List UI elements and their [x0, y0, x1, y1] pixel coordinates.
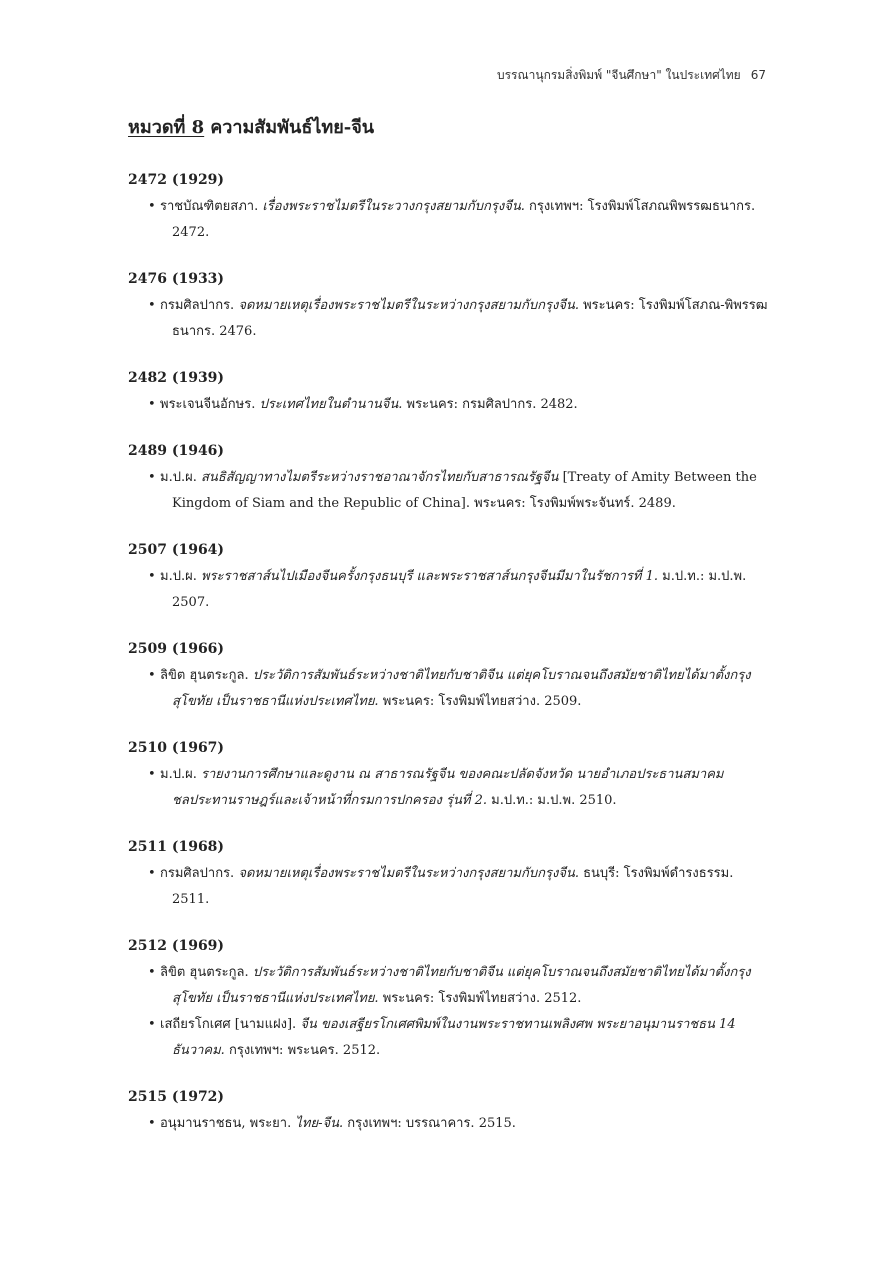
entry-publication: พระนคร: กรมศิลปากร. 2482.	[406, 397, 578, 412]
bibliography-entry	[128, 392, 768, 418]
entry-author: กรมศิลปากร.	[160, 866, 235, 881]
entry-publication: กรุงเทพฯ: บรรณาคาร. 2515.	[347, 1116, 516, 1131]
entry-publication: ม.ป.ท.: ม.ป.พ. 2507.	[172, 569, 747, 610]
year-section	[128, 639, 768, 715]
year-heading: 2472 (1929)	[128, 172, 225, 188]
entry-title: ไทย-จีน.	[295, 1116, 344, 1131]
year-heading: 2510 (1967)	[128, 740, 225, 756]
entry-author: ม.ป.ผ.	[160, 470, 197, 485]
year-heading: 2476 (1933)	[128, 271, 225, 287]
bibliography-entry	[128, 465, 768, 517]
entry-author: เสถียรโกเศศ [นามแฝง].	[160, 1017, 297, 1032]
entry-author: ลิขิต ฮุนตระกูล.	[160, 668, 249, 683]
bullet-icon: •	[148, 1017, 156, 1032]
entry-publication: กรุงเทพฯ: โรงพิมพ์โสภณพิพรรฒธนากร. 2472.	[172, 199, 756, 240]
entry-title: รายงานการศึกษาและดูงาน ณ สาธารณรัฐจีน ของคณะปลัดจังหวัด นายอำเภอประธานสมาคมชลประทานราษฎร์และเจ้าหน้าที่กรมการปกครอง รุ่นที่ 2.	[172, 767, 724, 808]
entry-author: อนุมานราชธน, พระยา.	[160, 1116, 292, 1131]
year-heading: 2507 (1964)	[128, 542, 225, 558]
bullet-icon: •	[148, 199, 156, 214]
entry-title: พระราชสาส์นไปเมืองจีนครั้งกรุงธนบุรี และพระราชสาส์นกรุงจีนมีมาในรัชการที่ 1.	[200, 569, 659, 584]
year-heading: 2509 (1966)	[128, 641, 225, 657]
entry-title: ประวัติการสัมพันธ์ระหว่างชาติไทยกับชาติจีน แต่ยุคโบราณจนถึงสมัยชาติไทยได้มาตั้งกรุงสุโขทัย เป็นราชธานีแห่งประเทศไทย.	[172, 668, 751, 709]
entry-title: ประวัติการสัมพันธ์ระหว่างชาติไทยกับชาติจีน แต่ยุคโบราณจนถึงสมัยชาติไทยได้มาตั้งกรุงสุโขทัย เป็นราชธานีแห่งประเทศไทย.	[172, 965, 751, 1006]
entry-author: ม.ป.ผ.	[160, 569, 197, 584]
bullet-icon: •	[148, 470, 156, 485]
bullet-icon: •	[148, 668, 156, 683]
bibliography-list	[128, 170, 768, 1160]
bibliography-entry	[128, 861, 768, 913]
entry-publication: ธนบุรี: โรงพิมพ์ดำรงธรรม. 2511.	[172, 866, 734, 907]
bullet-icon: •	[148, 298, 156, 313]
year-section	[128, 441, 768, 517]
entry-author: ลิขิต ฮุนตระกูล.	[160, 965, 249, 980]
bibliography-entry	[128, 762, 768, 814]
year-section	[128, 269, 768, 345]
entry-publication: [Treaty of Amity Between the Kingdom of Siam and the Republic of China]. พระนคร: โรงพิมพ์พระจันทร์. 2489.	[172, 470, 757, 511]
entry-author: พระเจนจีนอักษร.	[160, 397, 256, 412]
bullet-icon: •	[148, 1116, 156, 1131]
entry-publication: พระนคร: โรงพิมพ์โสภณ-พิพรรฒธนากร. 2476.	[172, 298, 768, 339]
year-section	[128, 837, 768, 913]
entry-title: ประเทศไทยในตำนานจีน.	[259, 397, 403, 412]
year-heading: 2511 (1968)	[128, 839, 225, 855]
bibliography-entry	[128, 1111, 768, 1137]
year-section	[128, 170, 768, 246]
running-header	[497, 66, 766, 85]
entry-title: จีน ของเสฐียรโกเศศพิมพ์ในงานพระราชทานเพลิงศพ พระยาอนุมานราชธน 14 ธันวาคม.	[172, 1017, 736, 1058]
bullet-icon: •	[148, 965, 156, 980]
bullet-icon: •	[148, 767, 156, 782]
entry-title: จดหมายเหตุเรื่องพระราชไมตรีในระหว่างกรุงสยามกับกรุงจีน.	[238, 298, 579, 313]
year-section	[128, 1087, 768, 1137]
bibliography-entry	[128, 1012, 768, 1064]
entry-publication: พระนคร: โรงพิมพ์ไทยสว่าง. 2512.	[382, 991, 582, 1006]
entry-publication: กรุงเทพฯ: พระนคร. 2512.	[228, 1043, 381, 1058]
bibliography-entry	[128, 194, 768, 246]
entry-author: ม.ป.ผ.	[160, 767, 197, 782]
entry-author: ราชบัณฑิตยสภา.	[160, 199, 259, 214]
year-section	[128, 936, 768, 1064]
entry-publication: ม.ป.ท.: ม.ป.พ. 2510.	[491, 793, 617, 808]
bibliography-entry	[128, 663, 768, 715]
entry-publication: พระนคร: โรงพิมพ์ไทยสว่าง. 2509.	[382, 694, 582, 709]
entry-author: กรมศิลปากร.	[160, 298, 235, 313]
bibliography-entry	[128, 960, 768, 1012]
year-section	[128, 738, 768, 814]
bullet-icon: •	[148, 866, 156, 881]
year-section	[128, 540, 768, 616]
entry-title: จดหมายเหตุเรื่องพระราชไมตรีในระหว่างกรุงสยามกับกรุงจีน.	[238, 866, 579, 881]
year-section	[128, 368, 768, 418]
running-title: บรรณานุกรมสิ่งพิมพ์ "จีนศึกษา" ในประเทศไทย	[496, 68, 741, 82]
page-number: 67	[750, 68, 766, 82]
chapter-title: ความสัมพันธ์ไทย-จีน	[210, 117, 375, 138]
year-heading: 2512 (1969)	[128, 938, 225, 954]
chapter-heading	[128, 112, 374, 141]
year-heading: 2489 (1946)	[128, 443, 225, 459]
bibliography-entry	[128, 564, 768, 616]
bullet-icon: •	[148, 569, 156, 584]
year-heading: 2482 (1939)	[128, 370, 225, 386]
entry-title: สนธิสัญญาทางไมตรีระหว่างราชอาณาจักรไทยกับสาธารณรัฐจีน	[200, 470, 559, 485]
bullet-icon: •	[148, 397, 156, 412]
chapter-label: หมวดที่ 8	[128, 117, 205, 138]
entry-title: เรื่องพระราชไมตรีในระวางกรุงสยามกับกรุงจีน.	[262, 199, 525, 214]
year-heading: 2515 (1972)	[128, 1089, 225, 1105]
bibliography-entry	[128, 293, 768, 345]
